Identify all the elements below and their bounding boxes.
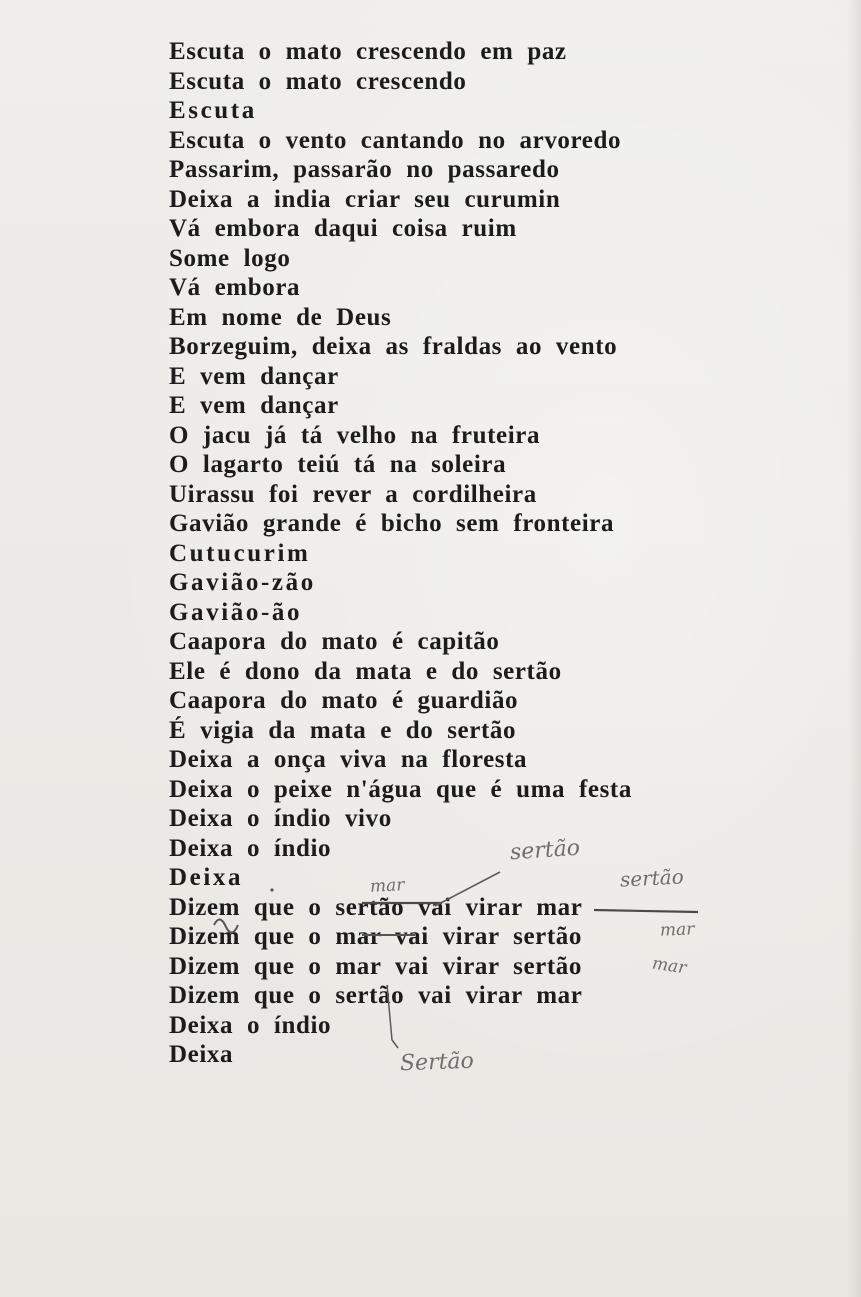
poem-line: Escuta o vento cantando no arvoredo [169,126,622,154]
poem-line: E vem dançar [169,362,339,390]
poem-line: Gavião-ão [169,598,303,626]
poem-line: Dizem que o sertão vai virar mar [169,982,583,1009]
poem-line: Gavião-zão [169,569,316,596]
poem-line: É vigia da mata e do sertão [169,716,517,744]
annotation-sertao-right: sertão [619,864,685,892]
poem-line: Caapora do mato é guardião [169,687,519,714]
poem-line: Dizem que o mar vai virar sertão [169,923,582,950]
connector-mark [387,985,398,1048]
poem-line: Gavião grande é bicho sem fronteira [169,510,615,537]
poem-line: E vem dançar [169,392,339,419]
poem-line: Dizem que o mar vai virar sertão [169,952,582,980]
poem-line: Vá embora daqui coisa ruim [169,215,517,242]
annotation-sertao-top: sertão [509,835,581,866]
poem-line: Deixa a onça viva na floresta [169,746,528,773]
annotation-mar-right-1: mar [659,919,695,941]
annotation-mar-above: mar [369,875,405,897]
poem-line: Uirassu foi rever a cordilheira [169,480,537,508]
poem-line: Em nome de Deus [169,303,392,331]
poem-line: Deixa o índio [169,834,332,862]
connector-mark [435,872,500,906]
poem-line: Deixa a india criar seu curumin [169,185,561,213]
poem-line: Caapora do mato é capitão [169,628,500,655]
poem-line: Deixa o índio [169,1011,332,1039]
poem-line: Escuta [169,97,257,124]
poem-line-cut-off: Deixa [169,1041,234,1068]
poem-line: Cutucurim [169,539,311,567]
annotation-mar-right-2: mar [650,953,688,979]
poem-line: Vá embora [169,274,301,301]
poem-line: Passarim, passarão no passaredo [169,156,560,183]
poem-line: Escuta o mato crescendo [169,67,467,95]
poem-line: Borzeguim, deixa as fraldas ao vento [169,333,618,360]
poem-line: Deixa [169,864,244,891]
strikethrough-mark [594,910,698,912]
poem-line: Deixa o peixe n'água que é uma festa [169,775,632,803]
annotation-sertao-bottom: Sertão [399,1048,475,1077]
poem-line: Deixa o índio vivo [169,805,392,832]
poem-line: O jacu já tá velho na fruteira [169,421,541,449]
poem-line: Ele é dono da mata e do sertão [169,657,562,685]
poem-line: O lagarto teiú tá na soleira [169,451,507,478]
dot-mark [270,888,273,891]
overwrite-mark [214,919,238,932]
poem-line: Dizem que o sertão vai virar mar [169,893,583,921]
poem-line: Some logo [169,244,291,272]
poem-line: Escuta o mato crescendo em paz [169,38,567,65]
